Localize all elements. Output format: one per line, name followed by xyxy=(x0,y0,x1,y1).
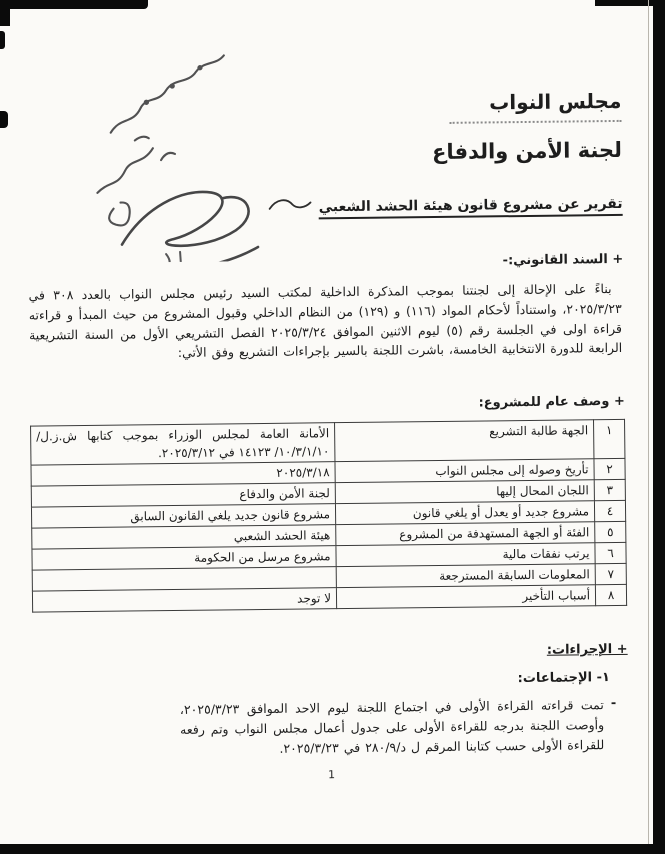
document-content xyxy=(25,0,629,785)
report-title: تقرير عن مشروع قانون هيئة الحشد الشعبي xyxy=(319,196,623,219)
meetings-subheading: ١- الإجتماعات: xyxy=(517,670,611,687)
row-number: ٤ xyxy=(594,500,625,521)
row-label: المعلومات السابقة المسترجعة xyxy=(336,564,595,588)
row-label: الفئة أو الجهة المستهدفة من المشروع xyxy=(336,522,595,546)
row-value: الأمانة العامة لمجلس الوزراء بموجب كتابها ش.ز.ل/١٠/٣/١/١٠/ ١٤١٢٣ في ٢٠٢٥/٣/١٢. xyxy=(31,423,335,465)
scan-artifact-left-mark-2 xyxy=(0,111,8,128)
meetings-bullet-text: تمت قراءته القراءة الأولى في اجتماع اللجنة ليوم الاحد الموافق ٢٠٢٥/٣/٢٣، وأوصت اللجنة بدرجه للقراءة الأولى على جدول أعمال مجلس النواب وتم رفعه للقراءة الأولى حسب كتابنا المرقم ل د/٢٨٠/٩ في ٢٠٢٥/٣/٢٣. xyxy=(179,697,605,756)
row-label: اللجان المحال إليها xyxy=(335,480,594,504)
overview-heading: + وصف عام للمشروع: xyxy=(478,393,625,411)
row-label: الجهة طالبة التشريع xyxy=(335,420,594,462)
scan-artifact-right-bar xyxy=(653,0,665,845)
meetings-bullet-item xyxy=(33,695,617,762)
legal-basis-paragraph: بناءً على الإحالة إلى لجنتنا بموجب المذكرة الداخلية لمكتب السيد رئيس مجلس النواب بالعدد ٣٠٨ في ٢٠٢٥/٣/٢٣، واستناداً لأحكام المواد (١١٦) و (١٢٩) من النظام الداخلي وقبول المشروع من حيث المبدأ و قراءته قراءة اولى في الجلسة رقم (٥) ليوم الاثنين الموافق ٢٠٢٥/٣/٢٤ الفصل التشريعي الأول من السنة التشريعية الرابعة للدورة الانتخابية الخامسة، باشرت اللجنة بالسير بإجراءات التشريع وفق الأتي: xyxy=(28,281,623,361)
row-label: مشروع جديد أو يعدل أو يلغي قانون xyxy=(335,501,594,525)
row-number: ٣ xyxy=(594,479,625,500)
row-label: تأريخ وصوله إلى مجلس النواب xyxy=(335,459,594,483)
org-title-underline xyxy=(450,117,622,124)
page-edge-line xyxy=(648,0,649,844)
row-number: ٨ xyxy=(595,584,626,605)
scan-artifact-bottom-bar xyxy=(0,844,665,854)
page-number: 1 xyxy=(327,768,336,782)
scan-artifact-left-mark-1 xyxy=(0,31,5,49)
org-title: مجلس النواب xyxy=(489,88,622,115)
row-number: ٥ xyxy=(595,521,626,542)
row-label: يرتب نفقات مالية xyxy=(336,543,595,567)
row-value: مشروع مرسل من الحكومة xyxy=(32,546,336,570)
row-number: ٢ xyxy=(594,458,625,479)
row-label: أسباب التأخير xyxy=(336,585,595,609)
signature-flourish-icon xyxy=(267,195,313,212)
table-row xyxy=(31,419,625,465)
row-number: ٧ xyxy=(595,563,626,584)
scan-artifact-top-left-corner xyxy=(0,0,10,26)
row-value: هيئة الحشد الشعبي xyxy=(32,525,336,549)
project-overview-table xyxy=(30,419,627,613)
row-number: ٦ xyxy=(595,542,626,563)
row-value: ٢٠٢٥/٣/١٨ xyxy=(31,462,335,486)
committee-title: لجنة الأمن والدفاع xyxy=(431,137,623,165)
procedures-heading: + الإجراءات: xyxy=(546,641,628,658)
report-title-row xyxy=(27,192,622,223)
bullet-dash-icon: - xyxy=(610,695,617,712)
row-value: لا توجد xyxy=(32,588,336,612)
legal-basis-heading: + السند القانوني:- xyxy=(502,251,624,269)
row-value: مشروع قانون جديد يلغي القانون السابق xyxy=(31,504,335,528)
row-number: ١ xyxy=(594,419,625,458)
row-value: لجنة الأمن والدفاع xyxy=(31,483,335,507)
